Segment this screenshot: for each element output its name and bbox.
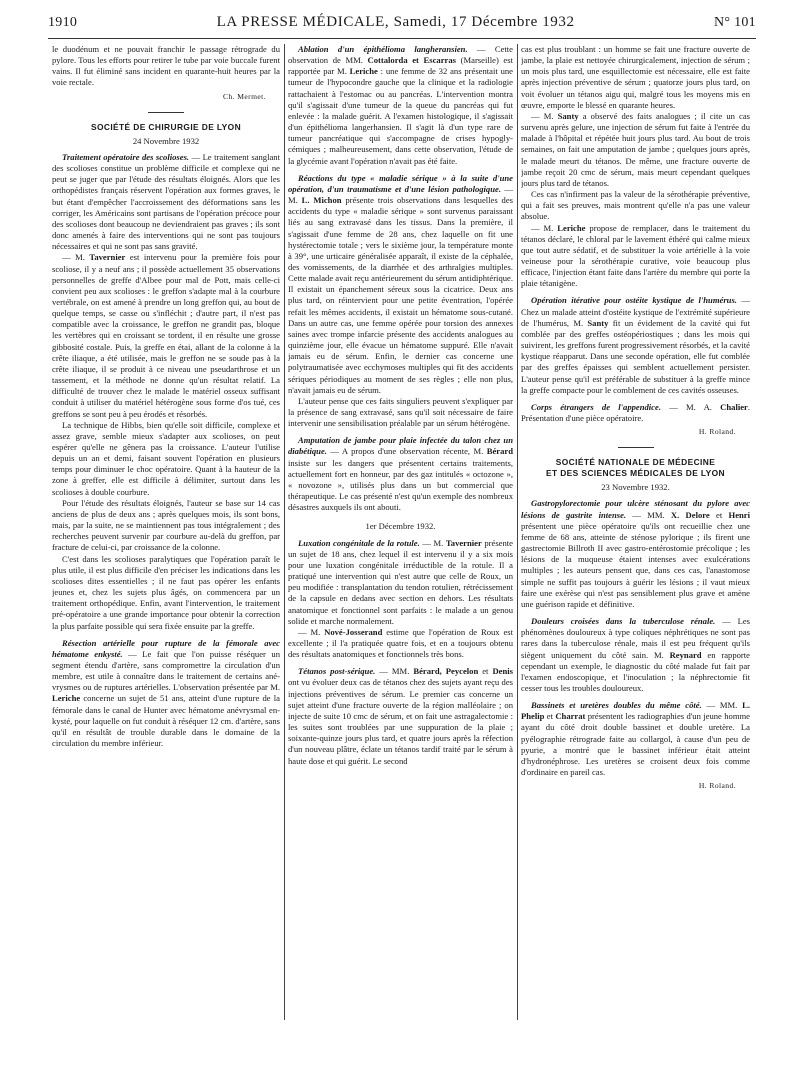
article-title: Bassinets et uretères doubles du même côté. — [531, 700, 702, 711]
article-luxation — [288, 538, 513, 627]
author-name: Reynard — [669, 649, 702, 660]
article-text: présentent les radiographies d'un jeune homme ayant du côté droit double bassinet et double uretère. La pyélographie rétrograde faite au collargol, à cause d'un peu de pyurie, a montré que le bassinet inférieur était atteint d'hydronéphrose. Les uretères se croisent deux fois comme d'ordinaire en pareil cas. — [521, 711, 750, 778]
article-title: Traitement opératoire des scolioses. — [62, 151, 190, 162]
article-title: Résection artérielle pour rupture de la fémorale avec hématome enkysté. — [52, 637, 280, 659]
article-text: ont vu évoluer deux cas de tétanos chez des sujets ayant reçu des injections préventives de sérum. Le premier cas concerne un sujet atteint d'une fracture ouverte de la région malléolaire ; on injecte de suite 10 cmc de sérum, et on fait une astragalectomie : les suites sont troublées par une suppuration de la plaie ; soixante-quinze jours plus tard, et quatre jours après la réfection d'un nouveau plâtre, éclate un tétanos tardif traité par le sérum à haute dose et qui guérit. Le second — [288, 677, 513, 766]
issue-number: N° 101 — [713, 15, 756, 30]
article-text: — M. — [531, 110, 558, 121]
author-name: Tavernier — [445, 537, 482, 548]
author-name: Nové-Josserand — [324, 626, 383, 637]
article-title: Ablation d'un épithélioma langheransien. — [298, 44, 468, 54]
author-name: Bérard — [486, 446, 513, 457]
session-date: 1er Décembre 1932. — [365, 521, 436, 532]
article-tetanos — [288, 666, 513, 766]
article-gastropylorectomie — [521, 498, 750, 610]
article-text: — M. — [298, 626, 325, 637]
paragraph-results: Pour l'étude des résultats éloignés, l'auteur se base sur 14 cas anciens de plus de deux ans ; après quelques mois, ils sont bons, mais, par la suite, ne se maintiennent pas tous intégralement ; des recherches peuvent survenir par courbure au-delà du greffon, par fracture de celui-ci, par croissance de la colonne. — [52, 497, 280, 553]
article-text: fit un évidement de la cavité qui fut comblée par des greffes ostéopériostiques ; dans les mois qui suivirent, les greffons furent progressivement résorbés, et la cavité kystique réapparut. Dans une seconde opération, elle fut comblée par des greffes épaisses qui semblent actuellement persister. L'auteur pense qu'il est préférable de substituer à la greffe mince la greffe compacte pour le comblement de ces cavités osseuses. — [521, 317, 750, 395]
paragraph-santy-conclusion: Ces cas n'infirment pas la valeur de la sérothérapie préventive, qui a fait ses preuves, mais montrent qu'elle n'a pas une valeur absolue. — [521, 189, 750, 222]
paragraph-paralytic: C'est dans les scolioses paralytiques que l'opération paraît le plus utile, il est plus difficile d'en préciser les indications dans les scolioses dites essentielles ; il ne faut pas opérer les enfants jeunes et, chez les sujets plus âgés, on commencera par un traitement orthopédique. Enfin, avant l'intervention, le traitement pré-opératoire a une grande importance pour obtenir la correction la plus parfaite possible qui sera fixée ensuite par la greffe. — [52, 553, 280, 631]
society-title: ET DES SCIENCES MÉDICALES DE LYON — [545, 468, 726, 479]
author-name: Santy — [587, 317, 609, 328]
article-scolioses — [52, 152, 280, 252]
article-text: et — [544, 711, 556, 722]
author-name: Charrat — [555, 711, 586, 722]
author-name: Tavernier — [89, 252, 126, 263]
article-text: — MM. — [375, 666, 414, 677]
article-text: présentent une pièce opératoire qu'ils ont recueillie chez une femme de 68 ans, atteinte de sténose pylorique ; ils firent une gastrectomie Billroth II avec gastro-entérostomie précolique ; les lésions de la muqueuse étaient intenses avec exulcérations multiples ; les auteurs pensent que, dans ces cas, l'anastomose simple ne suffit pas toujours à guérir les lésions ; il vaut mieux faire une exérèse qui n'est pas sensiblement plus grave et amène une guérison rapide et définitive. — [521, 520, 750, 609]
article-text: est intervenu pour la première fois pour scoliose, il y a neuf ans ; il possède actuellement 35 observations personnelles de greffe d'Albee pour mal de Pott, mais celle-ci convient peu aux scolioses : le greffon s'adapte mal à la courbure vertébrale, on est amené à prendre un long greffon qui, au bout de quelque temps, se casse ou s'infléchit ; d'autre part, il n'est pas compatible avec la croissance, le greffon ne grandit pas, bloque les vertèbres qui en croissant se tordent, il en résulte une grosse gibbosité costale. Puis, la greffe en étai, allant de la colonne à la crête iliaque, a été utilisée, mais le greffon ne se soude pas à la crête iliaque, il se produit à ce niveau une pseudarthrose et un tassement, et la méthode ne donne qu'un résultat relatif. La difficulté de trouver chez le malade le matériel osseux suffisant conduit à utiliser du matériel hétérogène sous forme d'os tué, ces greffons se sont peu à peu érodés et résorbés. — [52, 252, 280, 419]
article-text: estime que l'opération de Roux est excellente ; il l'a pratiquée quatre fois, et en a toujours obtenu des résultats anatomiques et fonctionnels très bons. — [288, 626, 513, 660]
section-rule — [618, 447, 654, 448]
author-name: Santy — [557, 110, 579, 121]
author-name: Bérard, Peycelon — [413, 666, 479, 677]
column-middle — [288, 44, 513, 1024]
article-ablation — [288, 44, 513, 167]
article-text: — Cette observation de MM. — [288, 44, 513, 66]
article-text: — M. A. — [660, 401, 721, 412]
article-text: — M. — [531, 222, 558, 233]
intro-paragraph: le duodénum et ne pouvait franchir le passage rétrograde du pylore. Tous les efforts pour retirer le tube par voie buccale furent vains. Il fut éliminé sans incident en quarante-huit heures par la voie rectale. — [52, 44, 280, 88]
author-name: Henri — [728, 509, 750, 520]
article-text: — A propos d'une observation récente, M. — [326, 446, 487, 457]
author-name: L. Michon — [301, 195, 342, 206]
author-name: Denis — [492, 666, 513, 677]
article-text: — MM. — [626, 509, 671, 520]
article-reactions — [288, 173, 513, 396]
article-text: . Présentation d'une pièce opératoire. — [521, 401, 750, 423]
paragraph-hibbs: La technique de Hibbs, bien qu'elle soit difficile, complexe et assez grave, semble mieux s'adapter aux scolioses, on peut espérer qu'elle ne gênera pas la croissance. L'auteur l'utilise depuis un an et demi, faisant souvent l'opération en plusieurs temps pour diminuer le choc opératoire. Quant à la hauteur de la zone à greffer, elle est difficile à délimiter, surtout dans les scolioses à double courbure. — [52, 419, 280, 497]
article-text: — Le traitement sanglant des scolioses constitue un problème difficile et complexe qui ne peut se juger que par l'étude des résultats éloignés. Alors que les orthopédistes français réservent l'opération aux formes graves, le but étant d'empêcher l'accroissement des déformations sans les corriger, les Américains sont partisans de l'opération précoce pour des scolioses dont beaucoup ne deviendraient pas graves ; ils sont donc amenés à faire des interventions qui ne sont pas toujours nécessaires et qui ne sont pas sans gravité. — [52, 151, 280, 252]
article-text: et — [709, 509, 729, 520]
section-rule — [148, 112, 184, 113]
author-name: Cottalorda et Escarras — [367, 55, 456, 66]
journal-title: LA PRESSE MÉDICALE, Samedi, 17 Décembre 1932 — [216, 14, 575, 30]
article-text: — Chez un malade atteint d'ostéite kystique de l'extrémité supérieure de l'humérus, M. — [521, 295, 750, 328]
society-title: SOCIÉTÉ NATIONALE DE MÉDECINE — [555, 457, 716, 468]
paragraph-tavernier — [52, 252, 280, 419]
article-title: Tétanos post-sérique. — [298, 666, 376, 677]
paragraph-reactions-conclusion: L'auteur pense que ces faits singuliers peuvent s'expliquer par la présence de sang extravasé, sans qu'il soit nécessaire de faire intervenir une sensibilisation préalable par un sérum hétérogène. — [288, 395, 513, 429]
page-header — [48, 14, 756, 39]
column-divider — [284, 44, 285, 1020]
article-osteite — [521, 295, 750, 395]
article-resection — [52, 638, 280, 750]
article-text: (Marseille) est rapportée par M. — [288, 55, 513, 77]
article-title: Corps étrangers de l'appendice. — [531, 401, 661, 412]
society-title: SOCIÉTÉ DE CHIRURGIE DE LYON — [90, 121, 242, 132]
article-text: — M. — [288, 183, 513, 206]
article-text: : une femme de 32 ans présentait une tumeur de l'hypocondre gauche que la clinique et la radiologie rattachaient à l'estomac ou au pancréas. L'intervention montra qu'il s'agissait d'une tumeur de la queue du pancréas qui fut enlevée : la malade guérit. A l'examen histologique, il s'agissait d'un épithélioma langerhansien. Il s'agit là d'un type rare de tumeur pancréatique qui s'accompagne de crises hypoglycémiques ; malheureusement, dans cette observation, l'étude de la glycémie avant l'opération n'avait pas été faite. — [288, 66, 513, 166]
paragraph-leriche — [521, 223, 750, 290]
paragraph-tetanos-continued: cas est plus troublant : un homme se fait une fracture ouverte de jambe, la plaie est nettoyée chirurgicalement, injection de sérum ; un mois plus tard, une esquillectomie est nécessaire, elle est faite après injection préventive de sérum ; quatorze jours plus tard, on voit évoluer un tétanos aigu qui, malgré tous les moyens mis en œuvre, emporte le blessé en quarante heures. — [521, 44, 750, 110]
article-amputation — [288, 435, 513, 513]
article-text: — MM. — [701, 700, 743, 711]
page-number: 1910 — [48, 15, 78, 30]
author-name: L. Phelip — [521, 700, 750, 722]
article-text: — M. — [419, 537, 446, 548]
article-text: présente trois observations dans lesquelles des accidents du type « maladie sérique » sont survenus paraissant liés au sang extravasé dans les tissus. Dans la première, il s'agissait d'une femme de 28 ans, chez laquelle on fit une hystérectomie totale ; vers le sixième jour, la température monte à 39°, une urticaire généralisée apparaît, il existe de la céphalée, des vomissements, de la diarrhée et des arthralgies multiples. Cette malade avait reçu antérieurement du sérum antidiphtérique. Il existait un épanchement séreux sous la cicatrice. Deux ans plus tard, on réintervient pour une petite éventration, l'opérée refait les mêmes accidents, il existait un hématome sous-cutané. Dans un autre cas, une femme opérée pour torsion des annexes saines avec trompe infarcie présente des accidents analogues au quinzième jour, elle évacue un hématome suppuré. Elle n'avait jamais eu de sérum. Enfin, le dernier cas concerne une polytraumatisée avec ecchymoses multiples qui fit des accidents sériques périodiques au moment de ses règles ; elle non plus, n'avait jamais eu de sérum. — [288, 195, 513, 395]
article-title: Luxation congénitale de la rotule. — [298, 537, 420, 548]
article-title: Opération itérative pour ostéite kystique de l'humérus. — [531, 295, 737, 306]
author-name: Leriche — [557, 222, 586, 233]
society-date: 24 Novembre 1932 — [132, 135, 200, 146]
article-text: propose de remplacer, dans le traitement du tétanos déclaré, le chloral par le lavement éthéré qui calme mieux que tout autre sédatif, et de substituer la voie artérielle à la voie veineuse pour la sérothérapie curative, voie beaucoup plus efficace, l'injection étant faite dans l'artère du membre qui porte la plaie tétanigène. — [521, 222, 750, 289]
article-bassinets — [521, 700, 750, 778]
article-text: insiste sur les dangers que présentent certains traitements, actuellement fort en honneur, par des gaz intitulés « octozone », « novozone », utilisés plus dans un but commercial que thérapeutique. Le cas présenté n'est qu'un exemple des nombreux désastres auxquels ils ont abouti. — [288, 457, 513, 513]
column-right — [521, 44, 750, 1024]
author-name: Leriche — [52, 693, 81, 704]
article-title: Gastropylorectomie pour ulcère sténosant du pylore avec lésions de gastrite intense. — [521, 498, 750, 520]
signature: H. Roland. — [698, 781, 736, 791]
paragraph-santy — [521, 111, 750, 189]
author-name: X. Delore — [670, 509, 710, 520]
article-title: Réactions du type « maladie sérique » à la suite d'une opération, d'un traumatisme et d'une lésion pathologique. — [288, 172, 513, 194]
article-title: Amputation de jambe pour plaie infectée du talon chez un diabétique. — [288, 435, 513, 457]
author-name: Leriche — [349, 66, 378, 77]
article-text: présente un sujet de 18 ans, chez lequel il est intervenu il y a six mois pour une luxation congénitale irréductible de la rotule. Il a pratiqué une intervention qui n'est autre que celle de Roux, un peu modifiée : transplantation du tendon rotulien, rétrécissement de la capsule en dedans avec section en dehors. Les résultats anatomique et fonctionnel sont parfaits : le malade a un genou solide et marche normalement. — [288, 537, 513, 626]
article-text: a observé des faits analogues ; il cite un cas survenu après gelure, une injection de sérum fut faite à l'entrée du malade à l'hôpital et répétée huit jours plus tard. Au bout de trois semaines, on fait une amputation de jambe ; quelques jours après, le malade meurt du tétanos. De même, une fracture ouverte de jambe reçoit 20 cmc de sérum, mais meurt cependant quelques jours plus tard de tétanos. — [521, 110, 750, 188]
article-text: — M. — [62, 252, 90, 263]
article-text: — Les phénomènes douloureux à type coliques néphrétiques ne sont pas rares dans la tuberculose rénale, mais il est peu fréquent qu'ils siègent uniquement du côté sain. M. — [521, 616, 750, 660]
article-corps-etrangers — [521, 402, 750, 424]
author-name: Chalier — [720, 401, 748, 412]
paragraph-nove — [288, 627, 513, 660]
article-title: Douleurs croisées dans la tuberculose rénale. — [531, 616, 716, 627]
signature: H. Roland. — [698, 427, 736, 437]
society-date: 23 Novembre 1932. — [601, 482, 670, 493]
article-text: — Le fait que l'on puisse réséquer un segment étendu d'artère, sans compromettre la circulation d'un membre, est utile à connaître dans le traitement de certains anévrysmes ou de ruptures artérielles. L'observation présentée par M. — [52, 648, 280, 693]
article-text: concerne un sujet de 51 ans, atteint d'une rupture de la fémorale dans le canal de Hunter avec hématome anévrysmal enkysté, pour laquelle on fut conduit à réséquer 12 cm. d'artère, sans qu'il en résultât de trouble durable dans le domaine de la circulation du membre inférieur. — [52, 693, 280, 749]
article-text: et — [478, 666, 493, 677]
article-douleurs — [521, 616, 750, 694]
column-left — [52, 44, 280, 1024]
column-divider — [517, 44, 518, 1020]
article-text: en rapporte cependant un exemple, le diagnostic du côté malade fut fait par l'examen endoscopique, et l'inoculation ; la néphrectomie fit cesser tous les troubles douloureux. — [521, 649, 750, 693]
signature: Ch. Mermet. — [223, 91, 266, 101]
